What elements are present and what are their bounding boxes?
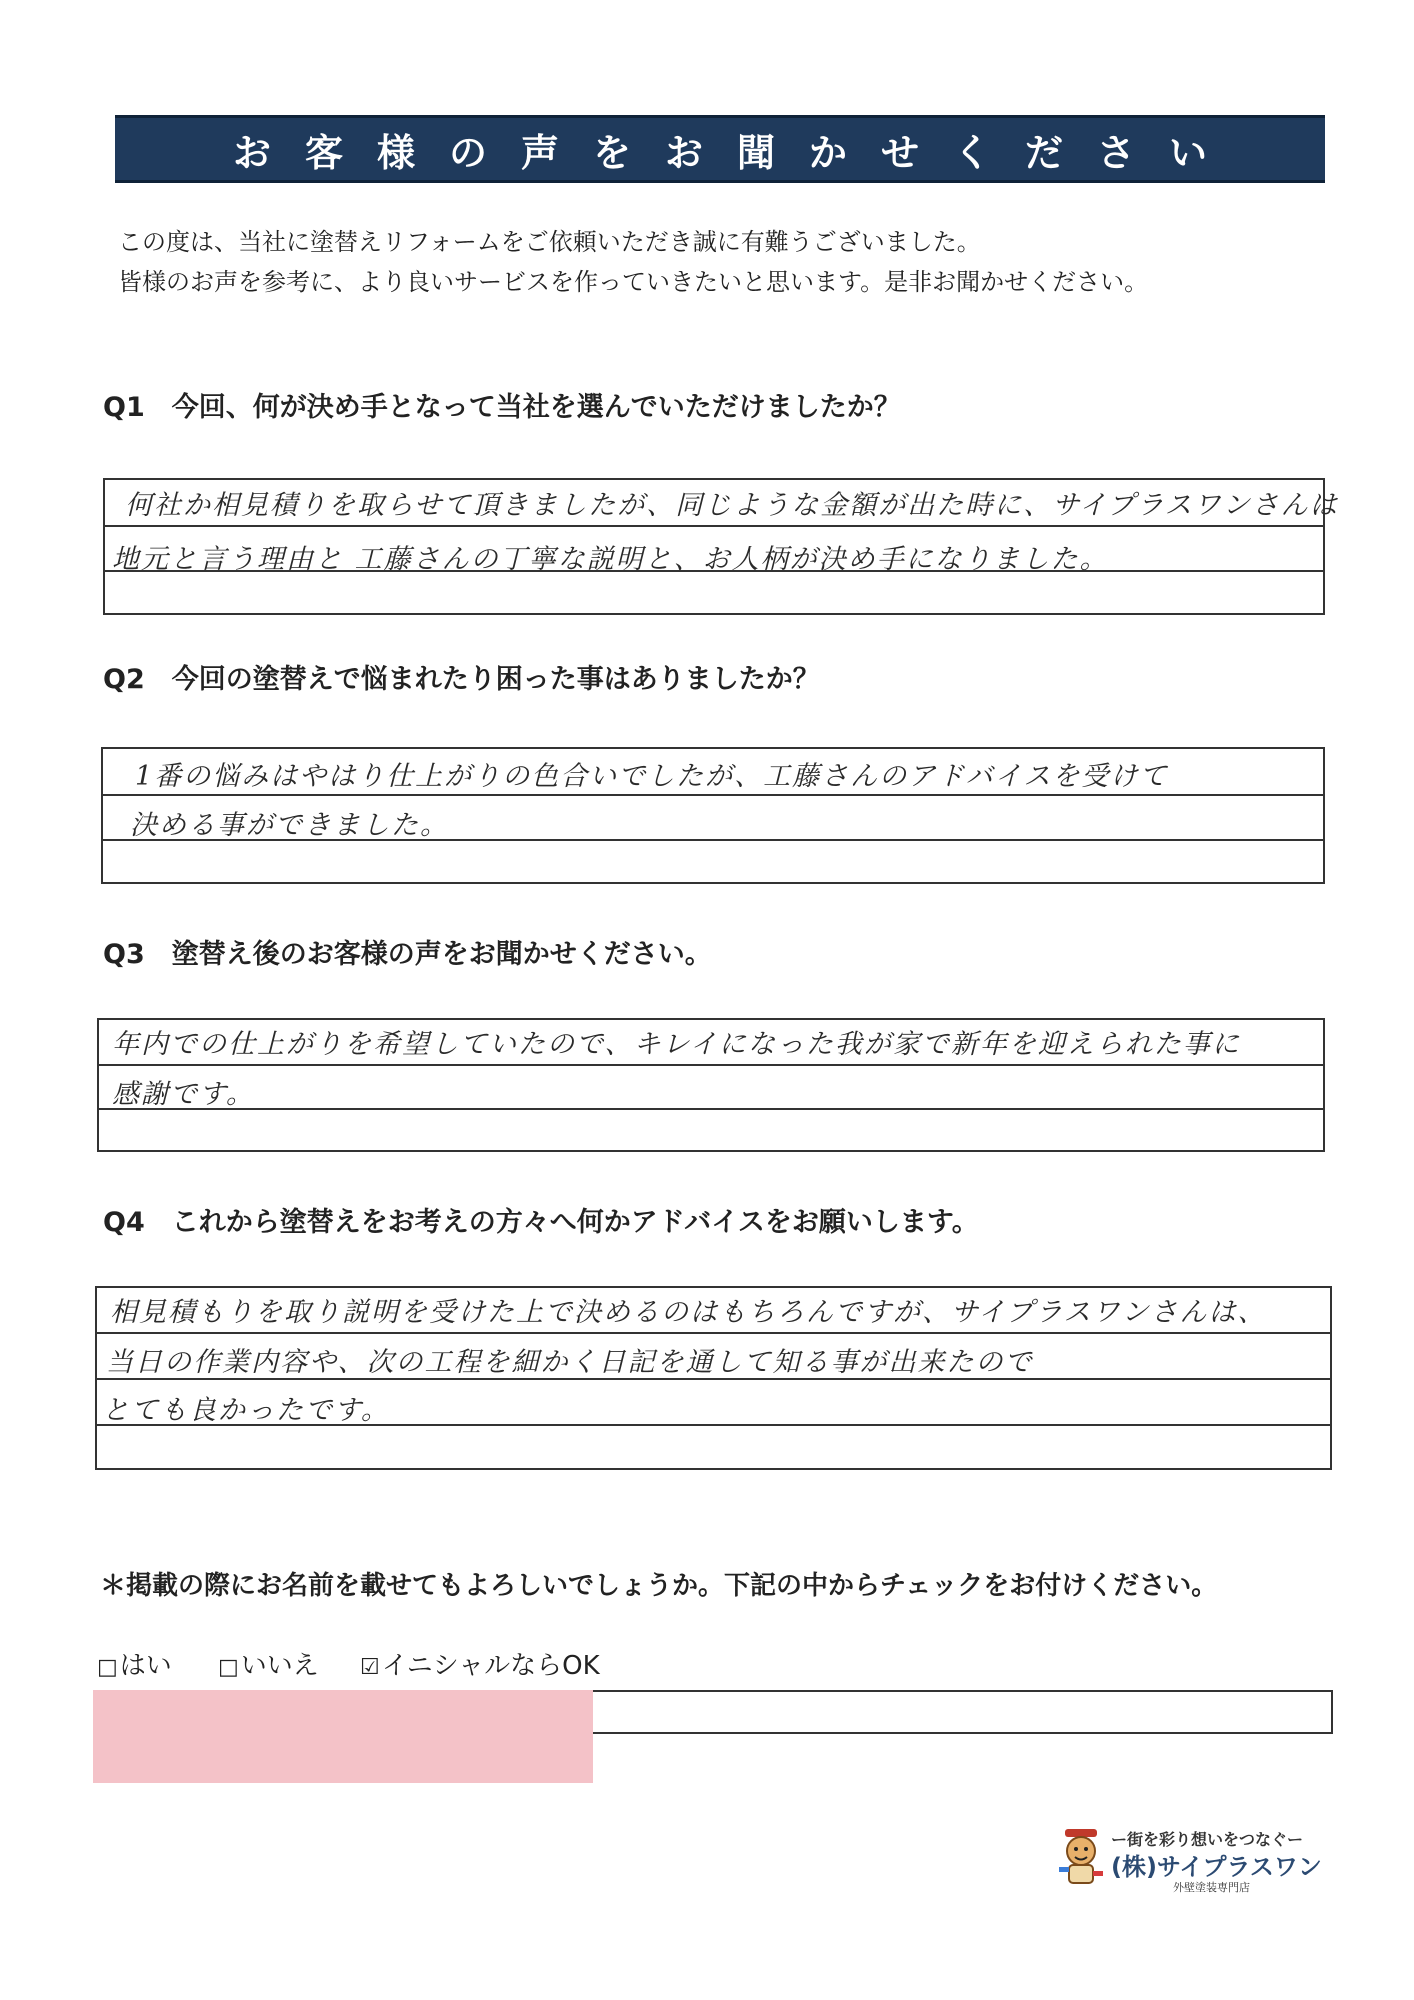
answer-2-line-1: 1番の悩みはやはり仕上がりの色合いでしたが、工藤さんのアドバイスを受けて [135,761,1169,792]
mascot-icon [1055,1827,1107,1887]
checkbox-unchecked-icon[interactable]: □ [97,1655,118,1680]
logo-company-name: (株)サイプラスワン [1111,1853,1322,1881]
intro-line-1: この度は、当社に塗替えリフォームをご依頼いただき誠に有難うございました。 [118,228,981,256]
redacted-name-block [93,1690,593,1783]
question-2: Q2 今回の塗替えで悩まれたり困った事はありましたか？ [103,664,820,695]
question-1: Q1 今回、何が決め手となって当社を選んでいただけましたか？ [103,392,901,423]
answer-4-line-1: 相見積もりを取り説明を受けた上で決めるのはもちろんですが、サイプラスワンさんは、 [110,1297,1267,1328]
company-logo [1055,1825,1322,1895]
logo-tagline: ー街を彩り想いをつなぐー [1111,1830,1304,1849]
answer-4-line-2: 当日の作業内容や、次の工程を細かく日記を通して知る事が出来たので [106,1347,1034,1378]
answer-4-line-3: とても良かったです。 [102,1395,390,1426]
question-3: Q3 塗替え後のお客様の声をお聞かせください。 [103,939,712,970]
ruled-line [99,1064,1323,1069]
ruled-line [99,1108,1323,1113]
checkbox-unchecked-icon[interactable]: □ [218,1655,239,1680]
answer-3-line-2: 感謝です。 [112,1079,255,1110]
title-banner [115,115,1325,183]
answer-3-line-1: 年内での仕上がりを希望していたので、キレイになった我が家で新年を迎えられた事に [112,1029,1241,1060]
option-yes-label: はい [119,1651,172,1681]
ruled-line [97,1332,1330,1337]
intro-line-2: 皆様のお声を参考に、より良いサービスを作っていきたいと思います。是非お聞かせください。 [118,268,1149,296]
option-no[interactable] [218,1645,319,1682]
answer-1-line-2: 地元と言う理由と 工藤さんの丁寧な説明と、お人柄が決め手になりました。 [112,544,1109,575]
name-consent-note: ＊掲載の際にお名前を載せてもよろしいでしょうか。下記の中からチェックをお付けください。 [100,1571,1218,1601]
option-initials-label: イニシャルならOK [381,1651,600,1681]
answer-2-line-2: 決める事ができました。 [130,810,449,841]
answer-1-line-1: 何社か相見積りを取らせて頂きましたが、同じような金額が出た時に、サイプラスワンさんは [125,490,1339,521]
ruled-line [103,794,1323,799]
option-no-label: いいえ [240,1651,319,1681]
checkbox-checked-icon[interactable]: ☑ [360,1655,380,1680]
question-4: Q4 これから塗替えをお考えの方々へ何かアドバイスをお願いします。 [103,1207,979,1238]
option-initials[interactable] [360,1645,600,1682]
ruled-line [105,525,1323,530]
logo-subtitle: 外壁塗装専門店 [1173,1881,1250,1894]
page-title: お客様の声をお聞かせください [232,129,1241,175]
option-yes[interactable] [97,1645,172,1682]
